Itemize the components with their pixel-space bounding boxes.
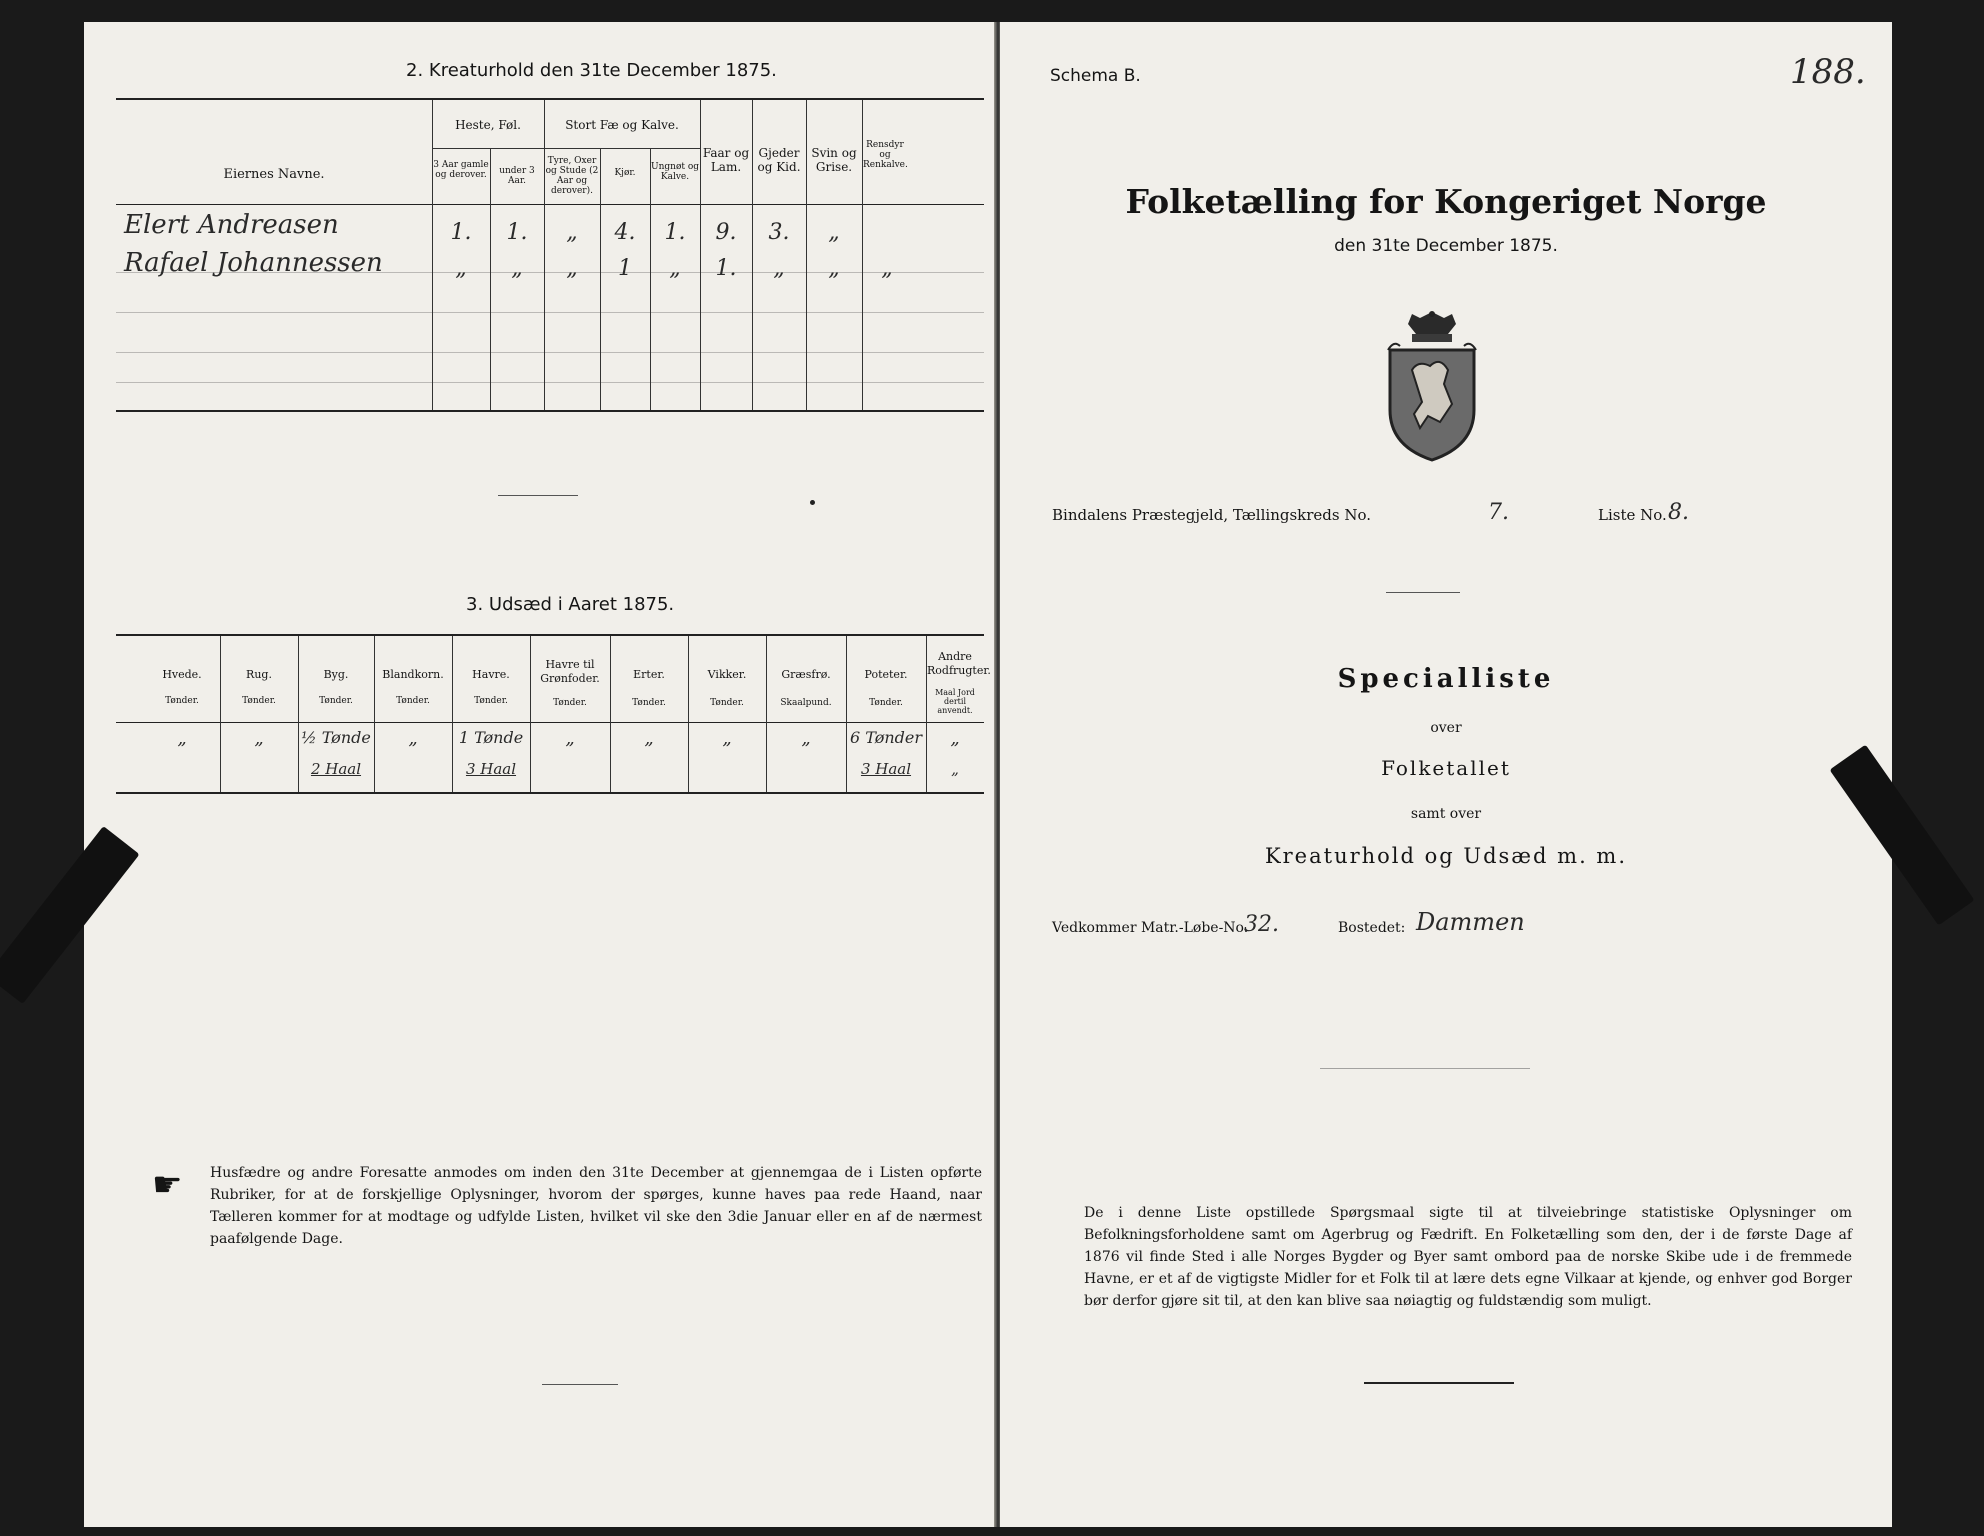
udsaed-value: „ (950, 728, 960, 749)
udsaed-value: „ (408, 728, 418, 749)
section3-title: 3. Udsæd i Aaret 1875. (466, 594, 675, 615)
cell: „ (773, 256, 785, 281)
matr-number: 32. (1244, 912, 1279, 937)
udsaed-unit-2: Tønder. (319, 696, 353, 706)
udsaed-col-2: Byg. (323, 668, 349, 681)
udsaed-unit-5: Tønder. (553, 698, 587, 708)
folketallet-label: Folketallet (1381, 756, 1511, 780)
cell: „ (566, 220, 578, 245)
udsaed-value: „ (951, 760, 959, 778)
udsaed-unit-1: Tønder. (242, 696, 276, 706)
liste-number: 8. (1668, 500, 1689, 525)
heste-sub-0: 3 Aar gamle og derover. (433, 160, 489, 180)
pointing-hand-icon: ☛ (152, 1165, 183, 1205)
udsaed-value: 3 Haal (465, 760, 517, 778)
table2-rowline (116, 382, 984, 383)
table3-col-divider (688, 636, 689, 792)
heste-sub-1: under 3 Aar. (499, 166, 535, 186)
cell: „ (828, 256, 840, 281)
cell: 1. (715, 256, 737, 281)
table2-col-divider (544, 100, 545, 410)
schema-label: Schema B. (1050, 66, 1141, 86)
cell: „ (669, 256, 681, 281)
udsaed-value: „ (177, 728, 187, 749)
page-number: 188. (1790, 52, 1866, 92)
table3-col-divider (374, 636, 375, 792)
ink-dot (810, 500, 815, 505)
table3-bottom-rule (116, 792, 984, 794)
udsaed-unit-9: Tønder. (869, 698, 903, 708)
owner-name-row2: Rafael Johannessen (124, 248, 383, 278)
left-page (84, 22, 996, 1527)
cell: 9. (715, 220, 737, 245)
liste-label: Liste No. (1598, 506, 1667, 524)
udsaed-value: „ (644, 728, 654, 749)
table3-top-rule (116, 634, 984, 636)
bosted-value: Dammen (1416, 908, 1525, 936)
table3-header-rule (116, 722, 984, 723)
separator-rule (498, 495, 578, 496)
section2-title: 2. Kreaturhold den 31te December 1875. (406, 60, 777, 81)
udsaed-col-1: Rug. (246, 668, 272, 681)
faar-header: Faar og Lam. (702, 146, 750, 174)
matr-label: Vedkommer Matr.-Løbe-No. (1052, 920, 1249, 936)
udsaed-value: „ (565, 728, 575, 749)
separator-rule (1386, 592, 1460, 593)
stort-sub-2: Ungnøt og Kalve. (651, 162, 700, 182)
udsaed-unit-8: Skaalpund. (780, 698, 832, 708)
table3-col-divider (766, 636, 767, 792)
udsaed-col-3: Blandkorn. (382, 668, 444, 681)
closing-rule (1364, 1382, 1514, 1384)
stort-sub-1: Kjør. (614, 168, 636, 178)
table3-col-divider (530, 636, 531, 792)
udsaed-col-8: Græsfrø. (781, 668, 831, 681)
cell: 1. (450, 220, 472, 245)
main-title: Folketælling for Kongeriget Norge (1125, 182, 1767, 221)
gjeder-header: Gjeder og Kid. (757, 146, 801, 174)
bosted-label: Bostedet: (1338, 920, 1406, 936)
udsaed-value: 6 Tønder (850, 728, 922, 747)
cell: 3. (768, 220, 790, 245)
cell: „ (566, 256, 578, 281)
cell: 1. (664, 220, 686, 245)
udsaed-col-5: Havre til Grønfoder. (540, 658, 600, 685)
table3-col-divider (610, 636, 611, 792)
udsaed-unit-4: Tønder. (474, 696, 508, 706)
udsaed-col-7: Vikker. (707, 668, 747, 681)
cell: „ (828, 220, 840, 245)
footer-text: De i denne Liste opstillede Spørgsmaal sigte til at tilveiebringe statistiske Oplysninger om Befolkningsforholdene samt om Agerbrug og Fædrift. En Folketælling som den, der i de første Dage af 1876 vil finde Sted i alle Norges Bygder og Byer samt ombord paa de norske Skibe ude i de fremmede Havne, er et af de vigtigste Midler for et Folk til at lære dets egne Vilkaar at kjende, og enhver god Borger bør derfor gjøre sit til, at den kan blive saa nøiagtig og fuldstændig som muligt. (1084, 1205, 1852, 1309)
stort-sub-0: Tyre, Oxer og Stude (2 Aar og derover). (545, 156, 599, 196)
udsaed-unit-3: Tønder. (396, 696, 430, 706)
udsaed-col-10: Andre Rodfrugter. (927, 650, 991, 677)
title-date: den 31te December 1875. (1334, 236, 1558, 256)
cell: „ (455, 256, 467, 281)
table2-bottom-rule (116, 410, 984, 412)
separator-rule (542, 1384, 618, 1385)
table2-group-rule (432, 148, 700, 149)
udsaed-col-4: Havre. (472, 668, 510, 681)
table2-rowline (116, 312, 984, 313)
udsaed-value: „ (801, 728, 811, 749)
cell: 1 (618, 256, 632, 281)
table3-col-divider (220, 636, 221, 792)
cell: „ (511, 256, 523, 281)
cell: „ (881, 256, 893, 281)
udsaed-unit-7: Tønder. (710, 698, 744, 708)
udsaed-col-9: Poteter. (864, 668, 908, 681)
table2-rowline (116, 352, 984, 353)
table2-header-rule (116, 204, 984, 205)
rensdyr-header: Rensdyr og Renkalve. (863, 140, 908, 170)
right-page (1000, 22, 1892, 1527)
prestegjeld-label: Bindalens Præstegjeld, Tællingskreds No. (1052, 506, 1372, 524)
cell: 4. (614, 220, 636, 245)
kreaturhold-label: Kreaturhold og Udsæd m. m. (1264, 844, 1628, 868)
coat-of-arms-icon (1378, 310, 1486, 462)
cell: 1. (506, 220, 528, 245)
udsaed-value: 2 Haal (310, 760, 362, 778)
udsaed-value: 3 Haal (860, 760, 912, 778)
over-label: over (1430, 720, 1462, 736)
table2-top-rule (116, 98, 984, 100)
udsaed-col-6: Erter. (633, 668, 665, 681)
heste-header: Heste, Føl. (455, 118, 521, 132)
specialliste-title: Specialliste (1337, 664, 1555, 694)
col-owner-header: Eiernes Navne. (223, 167, 325, 182)
samt-over-label: samt over (1410, 806, 1482, 822)
kreds-number: 7. (1488, 500, 1509, 525)
udsaed-value: ½ Tønde (301, 728, 371, 747)
stort-header: Stort Fæ og Kalve. (565, 118, 679, 132)
udsaed-unit-6: Tønder. (632, 698, 666, 708)
separator-rule (1320, 1068, 1530, 1069)
owner-name-row1: Elert Andreasen (124, 210, 339, 240)
svin-header: Svin og Grise. (811, 146, 857, 174)
udsaed-unit-10: Maal Jord dertil anvendt. (935, 688, 975, 715)
udsaed-value: „ (254, 728, 264, 749)
udsaed-value: 1 Tønde (458, 728, 524, 747)
udsaed-value: „ (722, 728, 732, 749)
notice-text: Husfædre og andre Foresatte anmodes om inden den 31te December at gjennemgaa de i Listen opførte Rubriker, for at de forskjellige Oplysninger, hvorom der spørges, kunne haves paa rede Haand, naar Tælleren kommer for at modtage og udfylde Listen, hvilket vil ske den 3die Januar eller en af de nærmest paafølgende Dage. (210, 1165, 982, 1247)
table2-col-divider (432, 100, 433, 410)
udsaed-col-0: Hvede. (162, 668, 202, 681)
udsaed-unit-0: Tønder. (165, 696, 199, 706)
